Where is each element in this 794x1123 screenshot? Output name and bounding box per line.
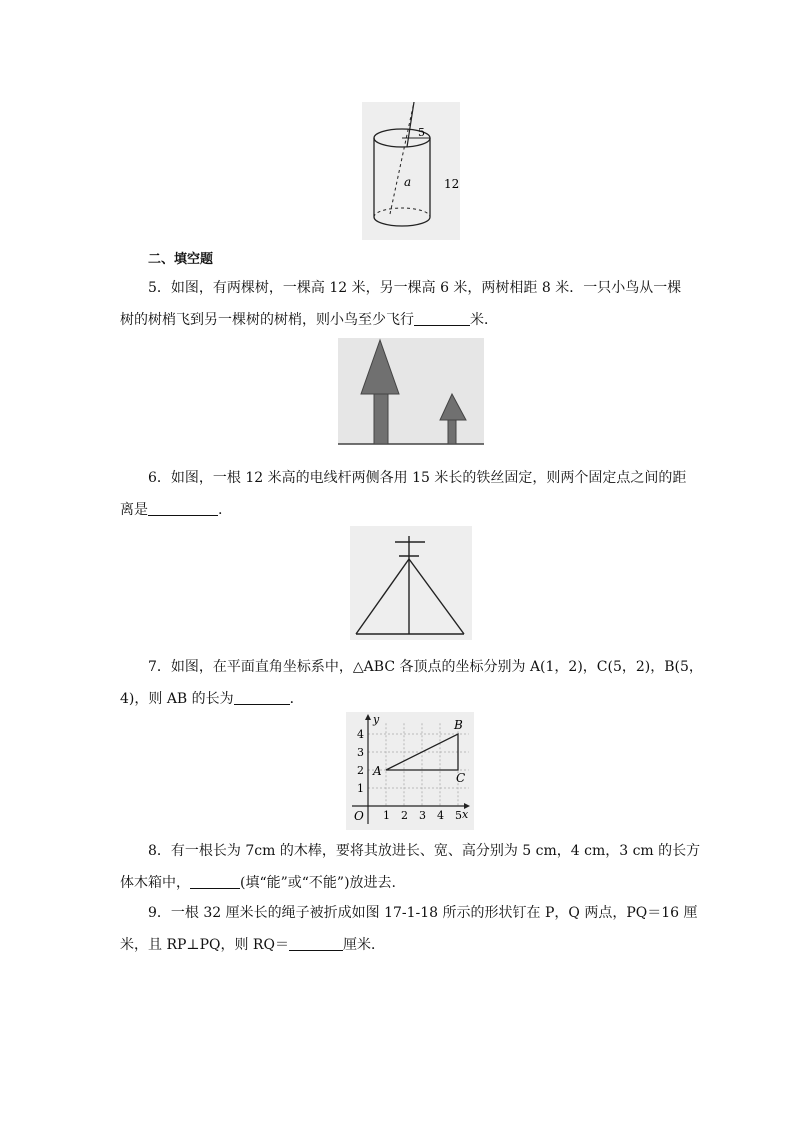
question-7-line-2: 4)，则 AB 的长为 ． <box>120 683 658 715</box>
question-8-line-1: 8．有一根长为 7cm 的木棒，要将其放进长、宽、高分别为 5 cm，4 cm，3 cm 的长方 <box>148 843 701 859</box>
y-tick-label: 1 <box>357 782 364 795</box>
trees-figure <box>338 338 484 450</box>
x-axis-label: x <box>462 808 469 821</box>
question-5 <box>120 272 682 336</box>
pole-figure <box>350 526 472 640</box>
question-7-line-1: 7．如图，在平面直角坐标系中，△ABC 各顶点的坐标分别为 A(1，2)，C(5，2)，B(5， <box>148 659 703 675</box>
question-9 <box>120 897 698 961</box>
cylinder-figure <box>362 102 460 240</box>
origin-label: O <box>354 809 364 823</box>
x-tick-label: 4 <box>437 809 444 822</box>
point-label-a: A <box>373 764 382 778</box>
coordinate-figure <box>346 712 474 830</box>
section-heading: 二、填空题 <box>148 252 214 267</box>
radius-label: 5 <box>418 126 425 139</box>
y-tick-label: 3 <box>357 746 364 759</box>
question-5-line-1: 5．如图，有两棵树，一棵高 12 米，另一棵高 6 米，两树相距 8 米．一只小鸟从一棵 <box>148 280 682 296</box>
point-label-c: C <box>456 771 466 785</box>
y-tick-label: 2 <box>357 764 364 777</box>
answer-blank-6[interactable] <box>148 499 218 516</box>
x-tick-label: 3 <box>419 809 426 822</box>
question-5-line-2: 树的树梢飞到另一棵树的树梢，则小鸟至少飞行 米． <box>120 304 658 336</box>
question-6-line-1: 6．如图，一根 12 米高的电线杆两侧各用 15 米长的铁丝固定，则两个固定点之间的距 <box>148 470 687 486</box>
question-8 <box>120 835 701 899</box>
diagonal-label: a <box>404 175 412 189</box>
height-label: 12 <box>444 177 460 191</box>
question-7 <box>120 651 703 715</box>
answer-blank-8[interactable] <box>190 872 240 889</box>
y-tick-label: 4 <box>357 728 364 741</box>
answer-blank-5[interactable] <box>414 309 470 326</box>
y-axis-label: y <box>373 713 380 726</box>
question-8-line-2: 体木箱中， (填“能”或“不能”)放进去. <box>120 867 658 899</box>
point-label-b: B <box>454 718 463 732</box>
answer-blank-7[interactable] <box>234 688 290 705</box>
question-6-line-2: 离是 . <box>120 494 658 526</box>
question-6 <box>120 462 687 526</box>
question-9-line-2: 米，且 RP⊥PQ，则 RQ＝ 厘米． <box>120 929 658 961</box>
x-tick-label: 5 <box>455 809 462 822</box>
x-tick-label: 1 <box>383 809 390 822</box>
question-9-line-1: 9．一根 32 厘米长的绳子被折成如图 17-1-18 所示的形状钉在 P，Q 两点，PQ＝16 厘 <box>148 905 698 921</box>
answer-blank-9[interactable] <box>289 934 343 951</box>
x-tick-label: 2 <box>401 809 408 822</box>
